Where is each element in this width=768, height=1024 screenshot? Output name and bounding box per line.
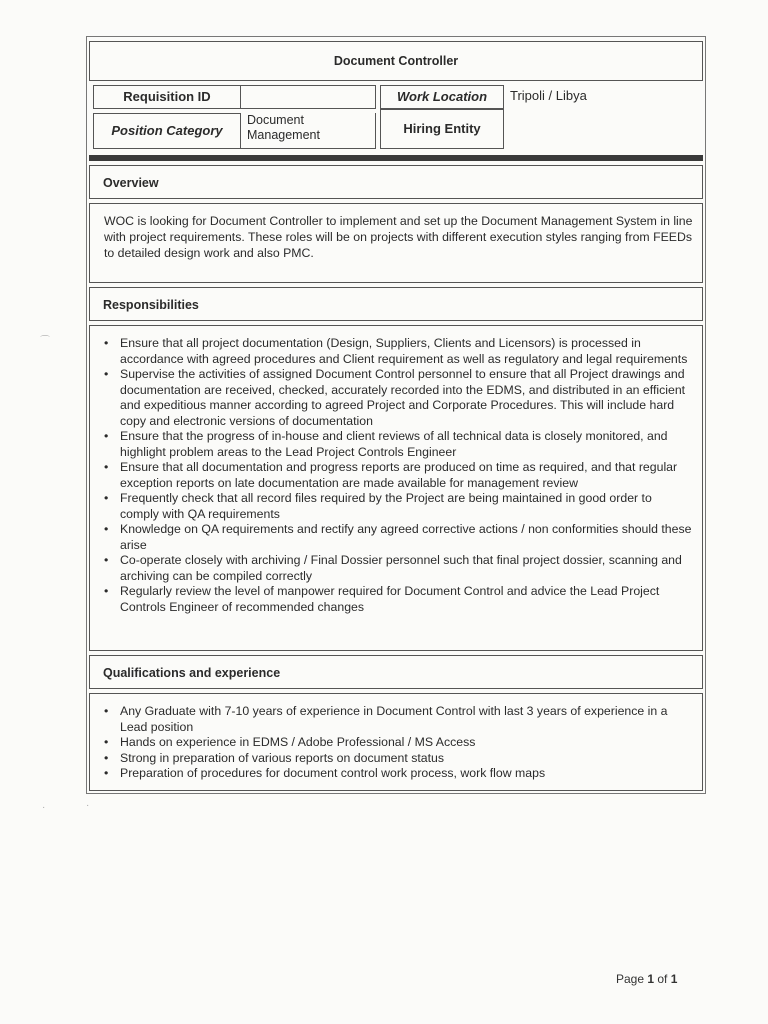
responsibilities-body bbox=[89, 325, 703, 651]
qualifications-list bbox=[100, 704, 694, 782]
list-item: • Ensure that all documentation and progress reports are produced on time as required, and that regular exception reports on late documentation are made available for management review bbox=[104, 460, 678, 490]
scan-speck: · bbox=[42, 802, 46, 813]
overview-body bbox=[89, 203, 703, 283]
bullet-icon: • bbox=[104, 735, 109, 749]
list-item: • Frequently check that all record files required by the Project are being maintained in good order to comply with QA requirements bbox=[104, 491, 652, 521]
requisition-id-label-cell bbox=[93, 85, 241, 109]
list-item: • Knowledge on QA requirements and rectify any agreed corrective actions / non conformities should these arise bbox=[104, 522, 692, 552]
bullet-icon: • bbox=[104, 367, 109, 381]
list-item: • Regularly review the level of manpower required for Document Control and advice the Lead Project Controls Engineer of recommended changes bbox=[104, 584, 660, 614]
page-number: Page 1 of 1 bbox=[616, 972, 678, 986]
bullet-icon: • bbox=[104, 750, 109, 765]
scan-speck: · bbox=[86, 800, 90, 811]
bullet-icon: • bbox=[104, 460, 109, 474]
overview-text: WOC is looking for Document Controller to implement and set up the Document Management System in line with project requirements. These roles will be on projects with different execution styles ranging from FEEDs to detailed design work and also PMC. bbox=[104, 214, 693, 260]
list-item: • Preparation of procedures for document control work process, work flow maps bbox=[104, 766, 546, 780]
work-location-label: Work Location bbox=[396, 89, 488, 104]
section-divider bbox=[89, 155, 703, 161]
hiring-entity-label: Hiring Entity bbox=[403, 121, 481, 136]
overview-heading: Overview bbox=[103, 176, 159, 190]
list-item: • Co-operate closely with archiving / Final Dossier personnel such that final project dossier, scanning and archiving can be compiled correctly bbox=[104, 553, 682, 583]
qualifications-heading-box bbox=[89, 655, 703, 689]
responsibilities-heading-box bbox=[89, 287, 703, 321]
job-description-sheet bbox=[86, 36, 706, 794]
qualifications-heading: Qualifications and experience bbox=[103, 666, 281, 680]
list-item: • Hands on experience in EDMS / Adobe Professional / MS Access bbox=[104, 735, 476, 749]
bullet-icon: • bbox=[104, 336, 109, 350]
position-category-label-cell bbox=[93, 113, 241, 149]
hiring-entity-label-cell bbox=[380, 109, 504, 149]
list-item: • Supervise the activities of assigned Document Control personnel to ensure that all Project drawings and documentation are received, checked, accurately recorded into the EDMS, and distributed in an efficient and expeditious manner according to agreed Project and Corporate Procedures. This will include hard copy and electronic versions of documentation bbox=[104, 367, 686, 428]
overview-heading-box bbox=[89, 165, 703, 199]
bullet-icon: • bbox=[104, 704, 109, 718]
title-box bbox=[89, 41, 703, 81]
responsibilities-list bbox=[100, 336, 694, 615]
work-location-value: Tripoli / Libya bbox=[510, 88, 587, 103]
bullet-icon: • bbox=[104, 584, 109, 598]
requisition-id-value-cell bbox=[240, 85, 376, 109]
requisition-id-label: Requisition ID bbox=[123, 89, 211, 104]
bullet-icon: • bbox=[104, 491, 109, 505]
bullet-icon: • bbox=[104, 553, 109, 567]
position-category-label: Position Category bbox=[111, 123, 223, 138]
position-category-value: Document Management bbox=[247, 113, 320, 142]
work-location-label-cell bbox=[380, 85, 504, 109]
list-item: • Any Graduate with 7-10 years of experience in Document Control with last 3 years of experience in a Lead position bbox=[104, 704, 668, 734]
list-item: • Ensure that all project documentation (Design, Suppliers, Clients and Licensors) is processed in accordance with agreed procedures and Client requirement as well as regulatory and legal requirements bbox=[104, 336, 688, 366]
bullet-icon: • bbox=[104, 522, 109, 536]
responsibilities-heading: Responsibilities bbox=[103, 298, 199, 312]
scan-speck: ⌒ bbox=[40, 336, 50, 347]
bullet-icon: • bbox=[104, 429, 109, 443]
list-item: • Ensure that the progress of in-house and client reviews of all technical data is closely monitored, and highlight problem areas to the Lead Project Controls Engineer bbox=[104, 429, 668, 459]
list-item: • Strong in preparation of various reports on document status bbox=[104, 750, 445, 765]
qualifications-body bbox=[89, 693, 703, 791]
bullet-icon: • bbox=[104, 766, 109, 780]
document-title: Document Controller bbox=[333, 54, 459, 68]
